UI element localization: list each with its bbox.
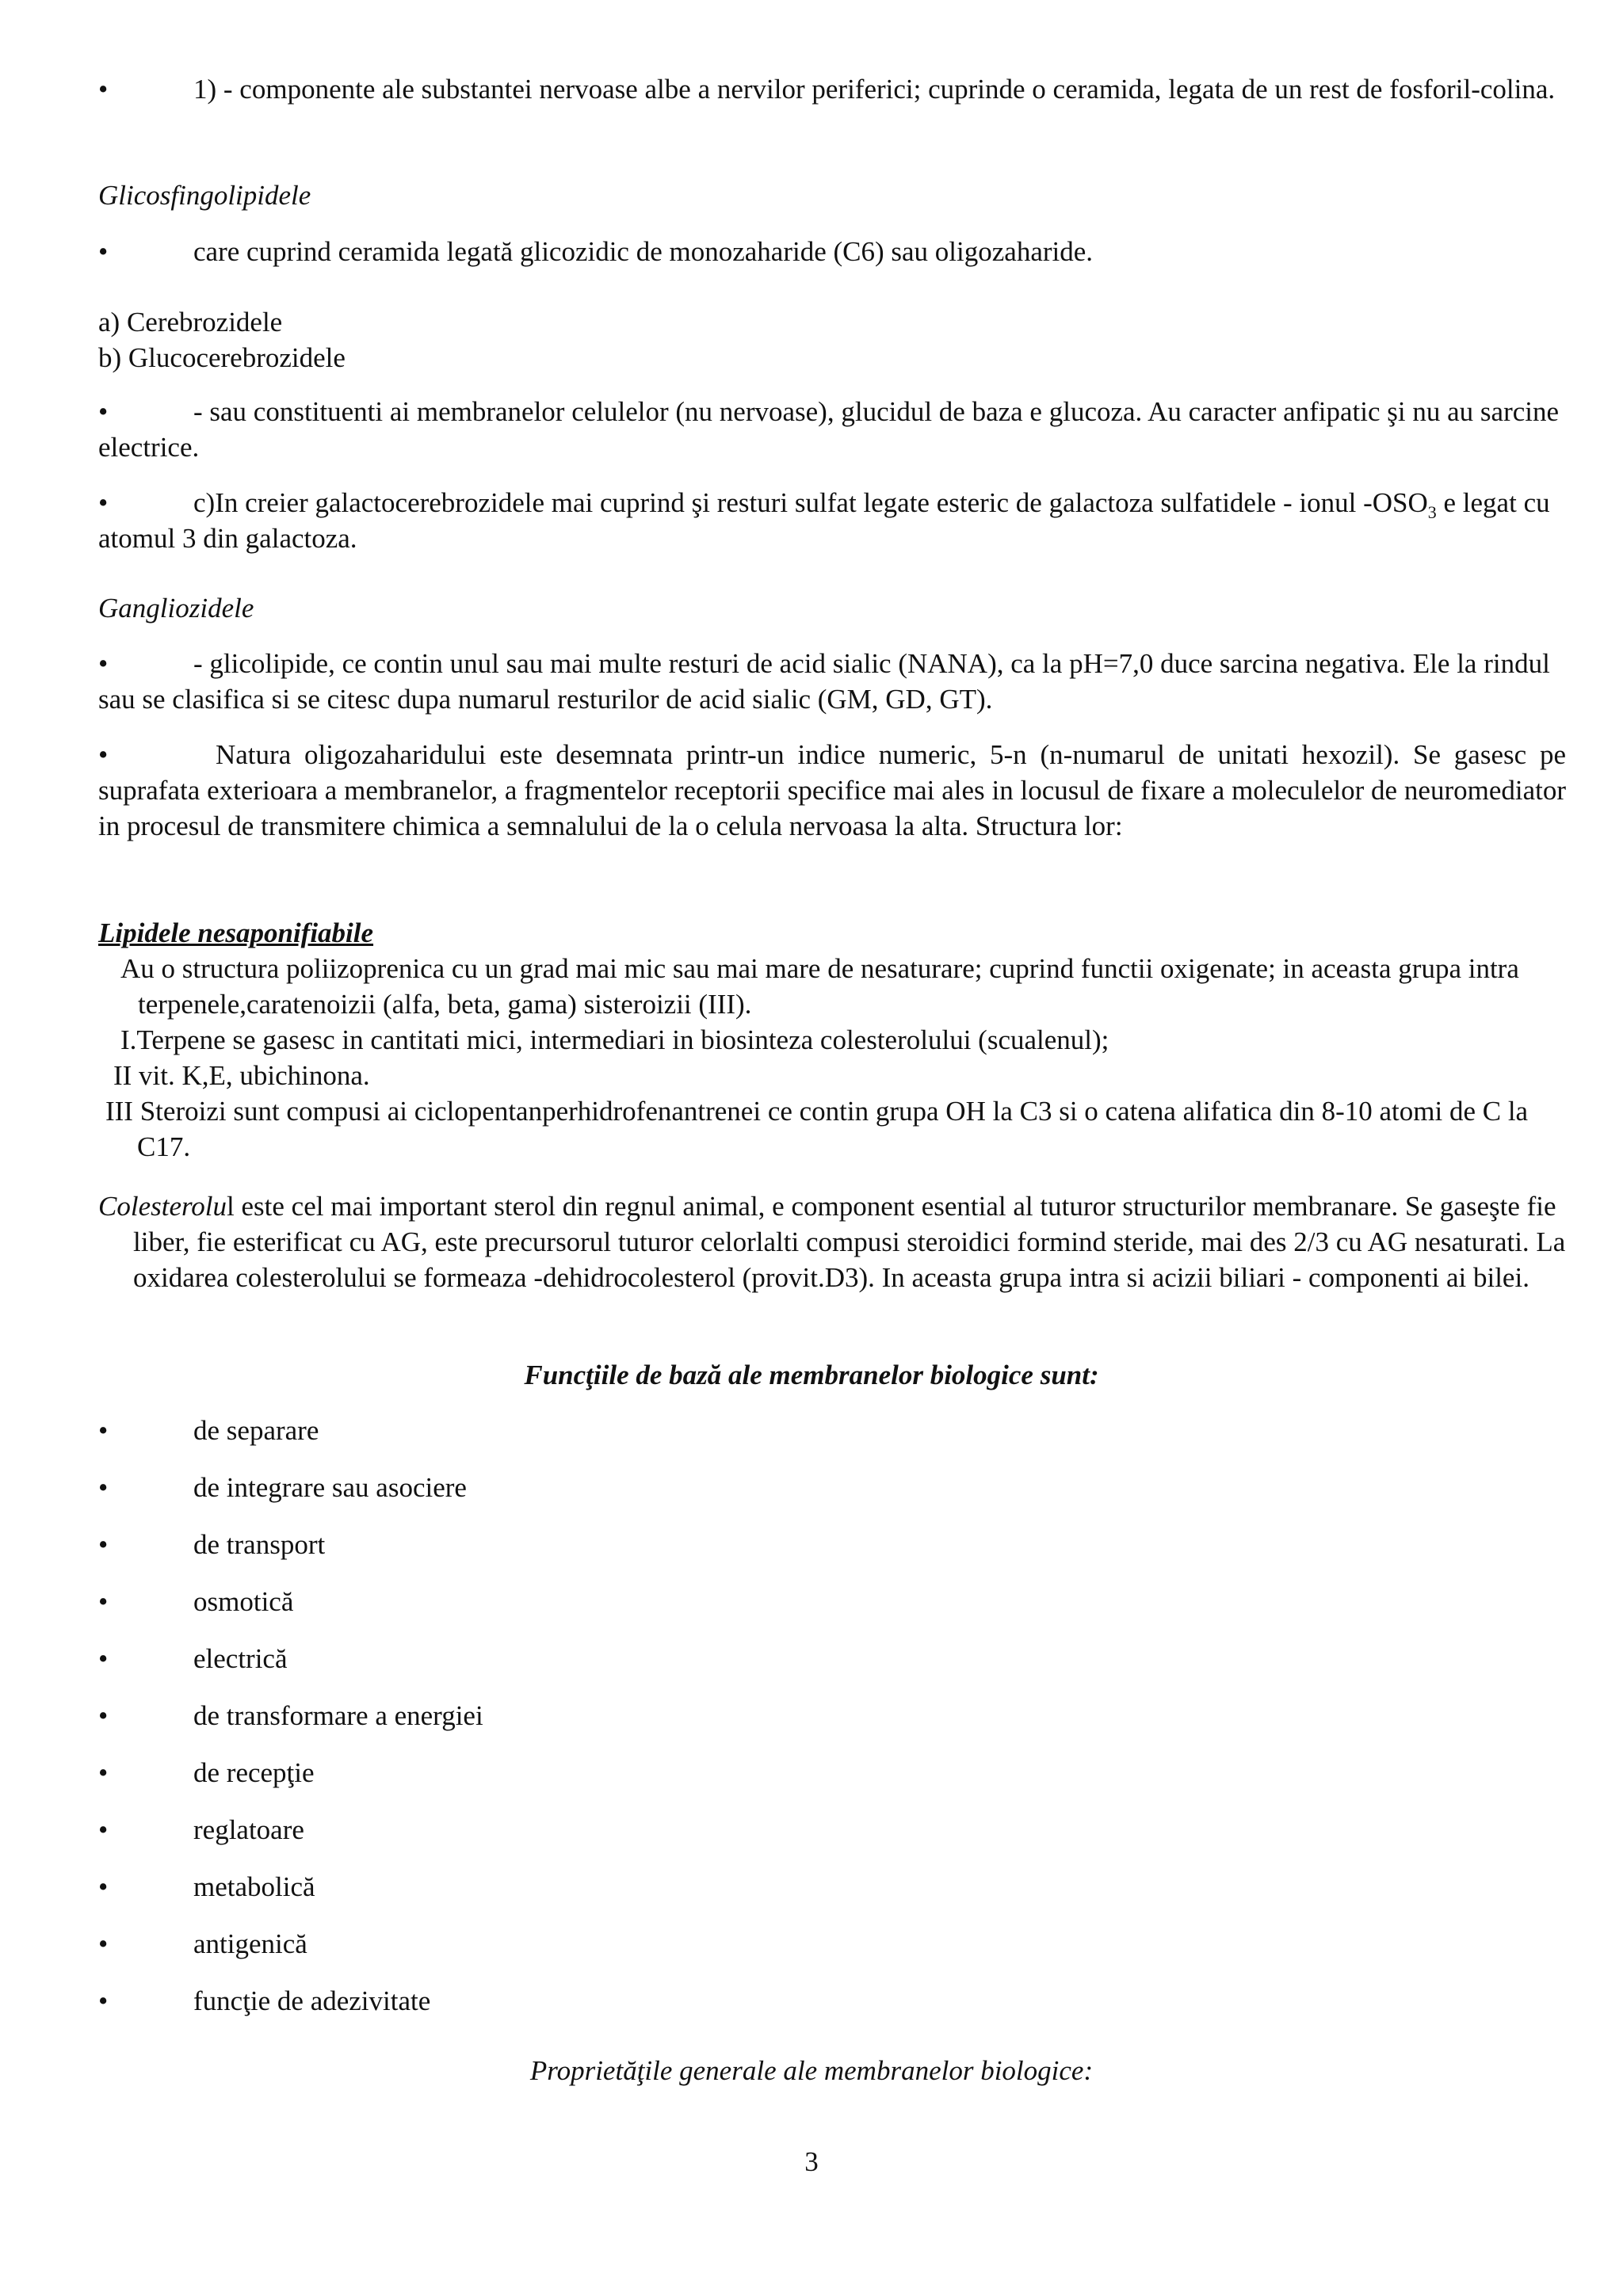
gangl-bullet-1-text: - glicolipide, ce contin unul sau mai multe resturi de acid sialic (NANA), ca la pH=7,0 duce sarcina negativa. Ele la rindul sau se clasifica si se citesc dupa numarul resturilor de acid sialic (GM, GD, GT). xyxy=(98,648,1550,715)
subscript-3: 3 xyxy=(1427,502,1437,522)
bullet-icon: • xyxy=(98,236,109,267)
sphingomyelin-paragraph xyxy=(98,71,1566,107)
page-number: 3 xyxy=(804,2146,819,2177)
glicosf-bullet-2-text: - sau constituenti ai membranelor celulelor (nu nervoase), glucidul de baza e glucoza. Au caracter anfipatic şi nu au sarcine electrice. xyxy=(98,396,1560,463)
glicosf-bullet-1-text: care cuprind ceramida legată glicozidic de monozaharide (C6) sau oligozaharide. xyxy=(193,236,1094,267)
bullet-icon: • xyxy=(98,648,109,679)
proprietati-heading: Proprietăţile generale ale membranelor biologice: xyxy=(529,2055,1094,2086)
colesterol-word: Colesterolu xyxy=(98,1191,227,1222)
list-item: • de transport xyxy=(98,1527,325,1562)
bullet-icon: • xyxy=(98,1700,109,1731)
gangl-bullet-2 xyxy=(98,737,1566,844)
list-item: • de recepţie xyxy=(98,1755,315,1791)
list-item: • de integrare sau asociere xyxy=(98,1470,467,1505)
bullet-icon: • xyxy=(98,74,109,105)
bullet-icon: • xyxy=(98,487,109,518)
list-item: • de transformare a energiei xyxy=(98,1698,483,1733)
glicosfingolipide-heading: Glicosfingolipidele xyxy=(98,180,311,211)
glicosf-bullet-3-text-end: e legat cu atomul 3 din galactoza. xyxy=(98,487,1550,554)
bullet-icon: • xyxy=(98,1415,109,1446)
gangl-bullet-2-text: Natura oligozaharidului este desemnata printr-un indice numeric, 5-n (n-numarul de unitati hexozil). Se gasesc pe suprafata exterioara a membranelor, a fragmentelor receptorii specifice mai ales in locusul de fixare a moleculelor de neuromediator in procesul de transmitere chimica a semnalului de la o celula nervoasa la alta. Structura lor: xyxy=(98,739,1566,841)
bullet-icon: • xyxy=(98,1928,109,1959)
bullet-icon: • xyxy=(98,1757,109,1788)
bullet-icon: • xyxy=(98,396,109,427)
glicosf-bullet-3 xyxy=(98,485,1566,556)
list-item: • de separare xyxy=(98,1413,319,1448)
glicosf-bullet-3-text: c)In creier galactocerebrozidele mai cuprind şi resturi sulfat legate esteric de galactoza sulfatidele - ionul -OSO xyxy=(193,487,1428,518)
nesap-line-1: Au o structura poliizoprenica cu un grad mai mic sau mai mare de nesaturare; cuprind functii oxigenate; in aceasta grupa intra terpenele,caratenoizii (alfa, beta, gama) sisteroizii (III). xyxy=(120,953,1519,1020)
list-item: • electrică xyxy=(98,1641,288,1676)
list-item: • antigenică xyxy=(98,1926,307,1962)
bullet-icon: • xyxy=(98,1985,109,2016)
glicosf-bullet-1 xyxy=(98,234,1566,269)
list-item: • funcţie de adezivitate xyxy=(98,1983,430,2019)
sphingomyelin-text: 1) - componente ale substantei nervoase albe a nervilor periferici; cuprinde o ceramida, legata de un rest de fosforil-colina. xyxy=(193,74,1556,105)
glucocerebrozide-item: b) Glucocerebrozidele xyxy=(98,342,346,373)
gangl-bullet-1 xyxy=(98,646,1566,717)
glicosf-bullet-2 xyxy=(98,394,1566,465)
cerebrozide-item: a) Cerebrozidele xyxy=(98,307,283,338)
bullet-icon: • xyxy=(98,1586,109,1617)
gangliozide-heading: Gangliozidele xyxy=(98,593,254,624)
nesap-line-3: II vit. K,E, ubichinona. xyxy=(113,1060,370,1091)
lipide-nesaponifiabile-heading: Lipidele nesaponifiabile xyxy=(98,917,374,948)
bullet-icon: • xyxy=(98,1472,109,1503)
nesap-line-2: I.Terpene se gasesc in cantitati mici, intermediari in biosinteza colesterolului (scualenul); xyxy=(120,1024,1109,1055)
bullet-icon: • xyxy=(98,739,109,770)
bullet-icon: • xyxy=(98,1643,109,1674)
list-item: • metabolică xyxy=(98,1869,315,1905)
list-item: • osmotică xyxy=(98,1584,293,1619)
colesterol-text: l este cel mai important sterol din regnul animal, e component esential al tuturor structurilor membranare. Se gaseşte fie liber, fie esterificat cu AG, este precursorul tuturor celorlalti compusi steroidici formind steride, mai des 2/3 cu AG nesaturati. La oxidarea colesterolului se formeaza -dehidrocolesterol (provit.D3). In aceasta grupa intra si acizii biliari - componenti ai bilei. xyxy=(133,1191,1566,1293)
bullet-icon: • xyxy=(98,1529,109,1560)
functii-heading: Funcţiile de bază ale membranelor biologice sunt: xyxy=(524,1360,1099,1390)
nesap-line-4: III Steroizi sunt compusi ai ciclopentanperhidrofenantrenei ce contin grupa OH la C3 si o catena alifatica din 8-10 atomi de C la C17. xyxy=(105,1096,1529,1162)
bullet-icon: • xyxy=(98,1871,109,1902)
colesterol-paragraph xyxy=(98,1188,1601,1295)
bullet-icon: • xyxy=(98,1814,109,1845)
list-item: • reglatoare xyxy=(98,1812,304,1848)
